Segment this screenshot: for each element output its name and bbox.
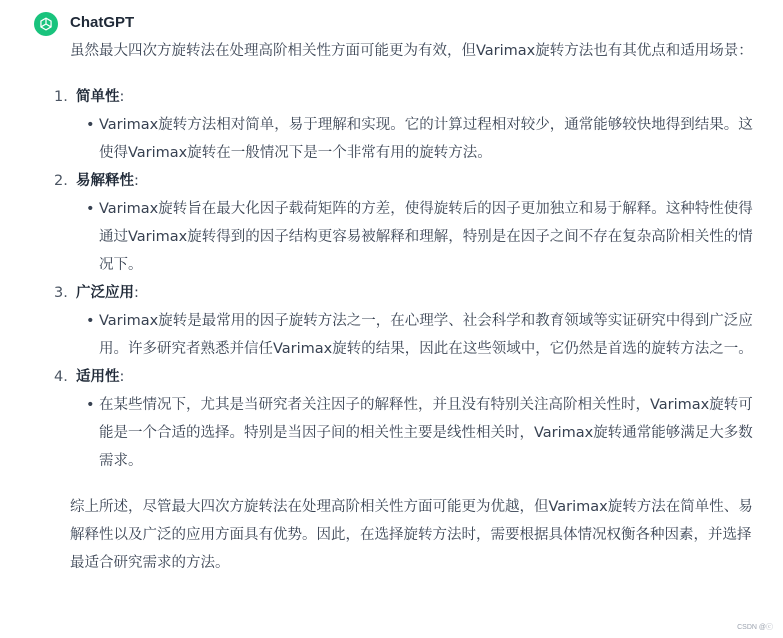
- bullet-icon: •: [86, 397, 95, 413]
- list-item: [54, 167, 765, 279]
- sub-list-item: [86, 195, 765, 279]
- sub-list: [76, 195, 765, 279]
- sub-list-item: [86, 391, 765, 475]
- sub-list: [76, 111, 765, 167]
- sub-item-text: 在某些情况下，尤其是当研究者关注因子的解释性，并且没有特别关注高阶相关性时，Varimax旋转可能是一个合适的选择。特别是当因子间的相关性主要是线性相关时，Varimax旋转通常能够满足大多数需求。: [99, 397, 753, 469]
- list-number: 3.: [54, 285, 68, 301]
- heading-colon: :: [119, 89, 125, 105]
- bullet-icon: •: [86, 117, 95, 133]
- author-name: ChatGPT: [70, 14, 135, 31]
- heading-colon: :: [134, 173, 139, 189]
- sub-list: [76, 307, 765, 363]
- openai-logo-icon: [38, 16, 54, 32]
- heading-colon: :: [134, 285, 139, 301]
- list-number: 4.: [54, 369, 68, 385]
- sub-item-text: Varimax旋转是最常用的因子旋转方法之一，在心理学、社会科学和教育领域等实证研究中得到广泛应用。许多研究者熟悉并信任Varimax旋转的结果，因此在这些领域中，它仍然是首选的旋转方法之一。: [99, 313, 753, 357]
- summary-paragraph: 综上所述，尽管最大四次方旋转法在处理高阶相关性方面可能更为优越，但Varimax旋转方法在简单性、易解释性以及广泛的应用方面具有优势。因此，在选择旋转方法时，需要根据具体情况权衡各种因素，并选择最适合研究需求的方法。: [70, 499, 753, 571]
- heading-colon: :: [119, 369, 125, 385]
- list-item-heading: 适用性: [76, 369, 120, 385]
- bullet-icon: •: [86, 201, 95, 217]
- message-body: [54, 37, 765, 577]
- sub-item-text: Varimax旋转方法相对简单，易于理解和实现。它的计算过程相对较少，通常能够较快地得到结果。这使得Varimax旋转在一般情况下是一个非常有用的旋转方法。: [99, 117, 753, 161]
- list-number: 2.: [54, 173, 68, 189]
- list-item-heading: 简单性: [76, 89, 120, 105]
- sub-list: [76, 391, 765, 475]
- list-item-heading: 易解释性: [76, 173, 134, 189]
- sub-list-item: [86, 111, 765, 167]
- intro-paragraph: 虽然最大四次方旋转法在处理高阶相关性方面可能更为有效，但Varimax旋转方法也有其优点和适用场景：: [70, 43, 753, 59]
- watermark: CSDN @ⓒ: [737, 624, 773, 631]
- sub-list-item: [86, 307, 765, 363]
- advantages-list: [54, 83, 765, 475]
- list-item: [54, 279, 765, 363]
- list-item-heading: 广泛应用: [76, 285, 134, 301]
- list-item: [54, 83, 765, 167]
- chatgpt-avatar: [34, 12, 58, 36]
- list-item: [54, 363, 765, 475]
- list-number: 1.: [54, 89, 68, 105]
- bullet-icon: •: [86, 313, 95, 329]
- sub-item-text: Varimax旋转旨在最大化因子载荷矩阵的方差，使得旋转后的因子更加独立和易于解释。这种特性使得通过Varimax旋转得到的因子结构更容易被解释和理解，特别是在因子之间不存在复杂高阶相关性的情况下。: [99, 201, 753, 273]
